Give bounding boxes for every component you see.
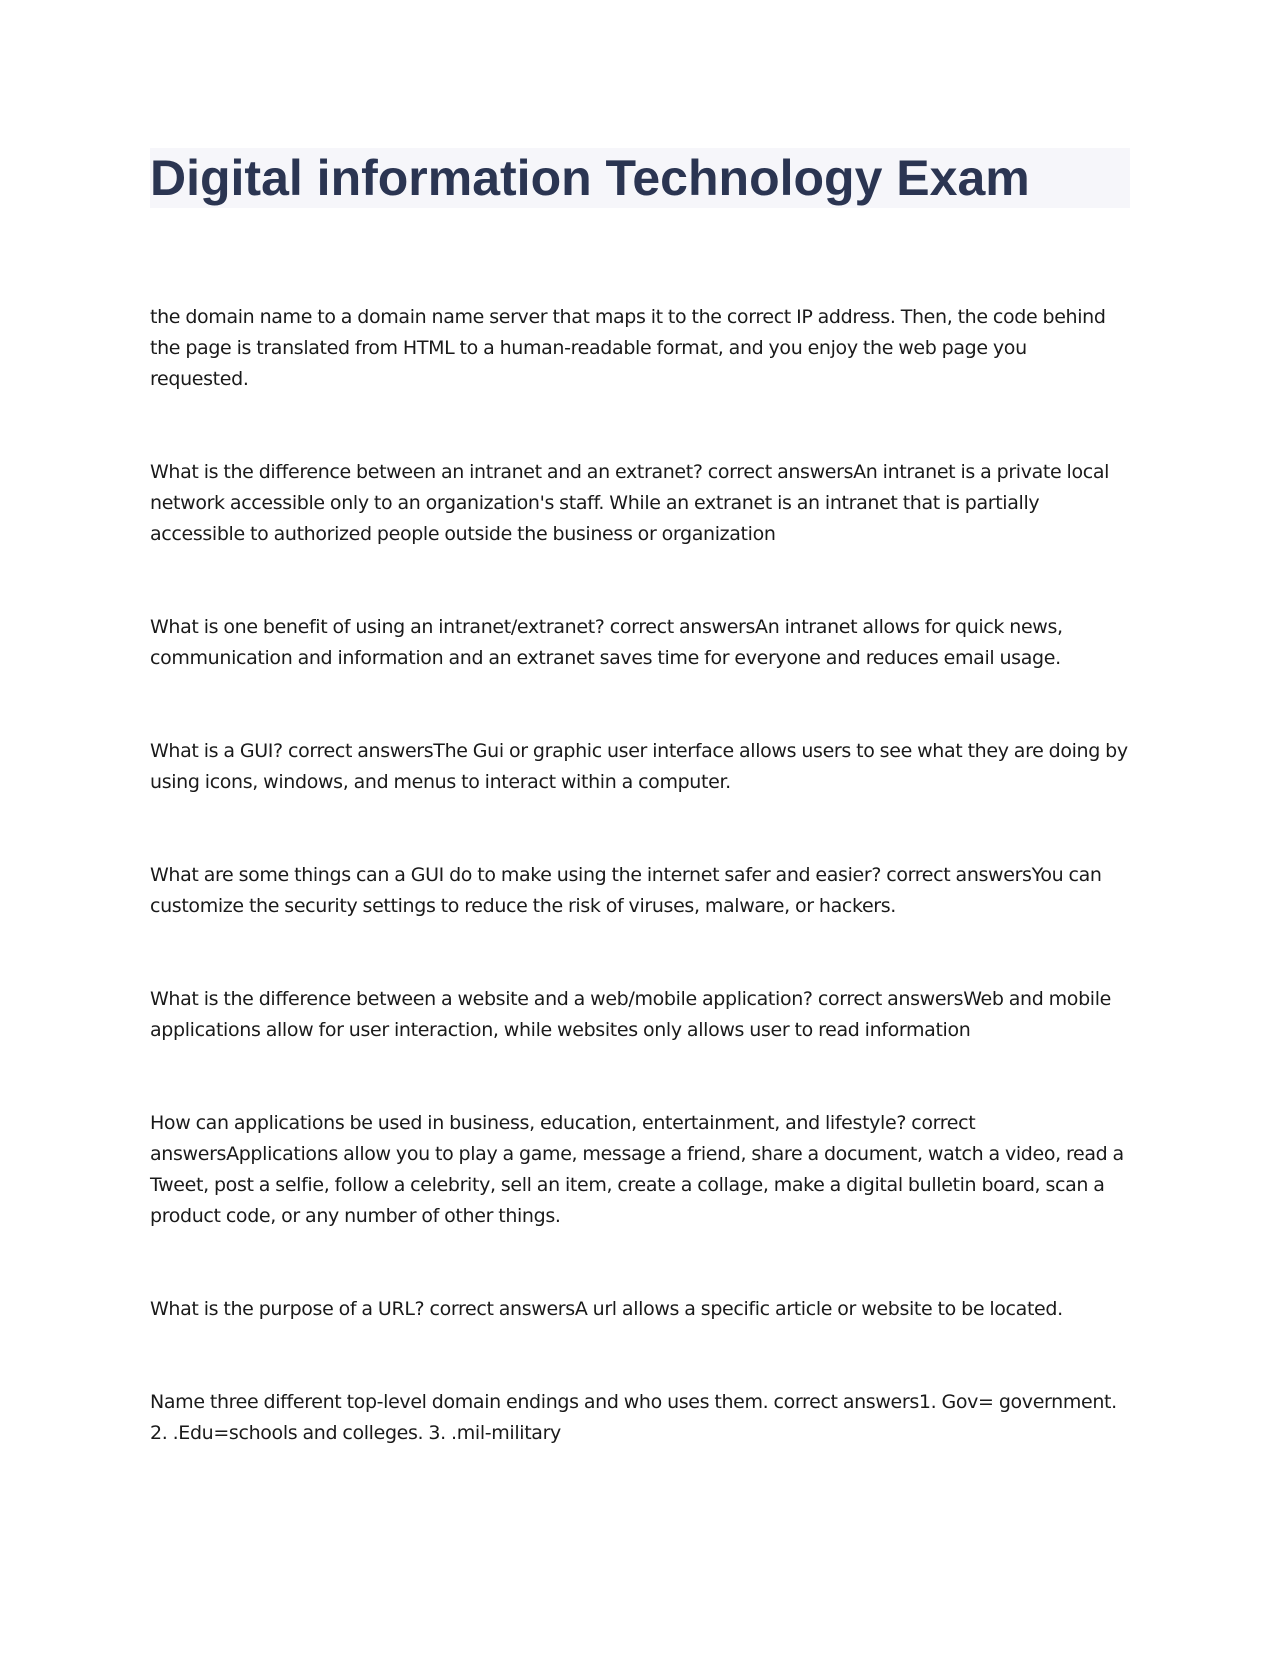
paragraph-domain-endings: Name three different top-level domain endings and who uses them. correct answers1. Gov= government. 2. .Edu=schools and colleges. 3. .mil-military <box>150 1391 1117 1444</box>
paragraph-dns-lookup: the domain name to a domain name server that maps it to the correct IP address. Then, the code behind the page is translated from HTML to a human-readable format, and you enjoy the web page you requested. <box>150 306 1106 390</box>
paragraph-website-vs-app: What is the difference between a website and a web/mobile application? correct answersWeb and mobile applications allow for user interaction, while websites only allows user to read information <box>150 988 1111 1041</box>
paragraph-application-uses: How can applications be used in business, education, entertainment, and lifestyle? correct answersApplications allow you to play a game, message a friend, share a document, watch a video, read a Tweet, post a selfie, follow a celebrity, sell an item, create a collage, make a digital bulletin board, scan a product code, or any number of other things. <box>150 1112 1124 1227</box>
document-title: Digital information Technology Exam <box>150 148 1130 208</box>
paragraph-intranet-benefit: What is one benefit of using an intranet/extranet? correct answersAn intranet allows for quick news, communication and information and an extranet saves time for everyone and reduces email usage. <box>150 616 1063 669</box>
paragraph-what-is-gui: What is a GUI? correct answersThe Gui or graphic user interface allows users to see what they are doing by using icons, windows, and menus to interact within a computer. <box>150 740 1128 793</box>
document-body <box>150 302 1130 1449</box>
paragraph-gui-safety: What are some things can a GUI do to make using the internet safer and easier? correct answersYou can customize the security settings to reduce the risk of viruses, malware, or hackers. <box>150 864 1102 917</box>
paragraph-url-purpose: What is the purpose of a URL? correct answersA url allows a specific article or website to be located. <box>150 1298 1063 1320</box>
paragraph-intranet-vs-extranet: What is the difference between an intranet and an extranet? correct answersAn intranet is a private local network accessible only to an organization's staff. While an extranet is an intranet that is partially accessible to authorized people outside the business or organization <box>150 461 1110 545</box>
document-page <box>150 148 1130 1449</box>
